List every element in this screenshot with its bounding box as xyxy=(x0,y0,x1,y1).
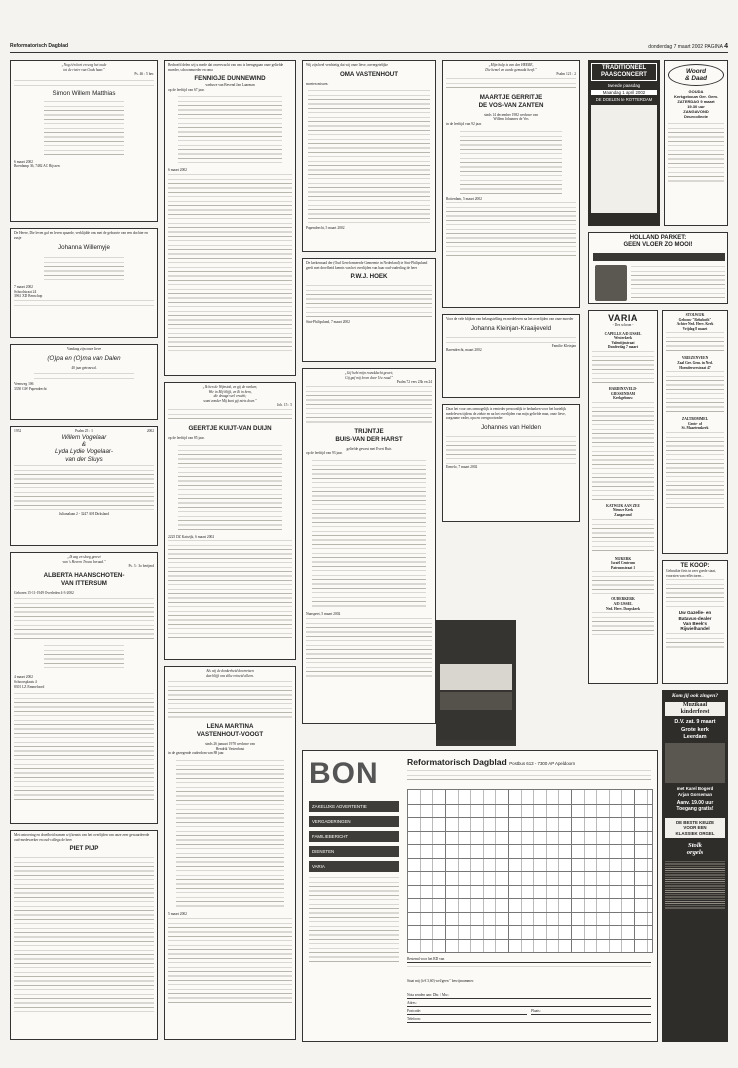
verse: Als wij de donkerheid doorreizen dan blijft ons slike reineid alleen. xyxy=(206,669,254,678)
tekoop-title: TE KOOP: xyxy=(680,563,710,569)
kinderfeest-title: Kom jij ook zingen? xyxy=(671,693,719,699)
varia-title: VARIA xyxy=(608,313,638,323)
body-text xyxy=(14,464,154,512)
gazelle-address xyxy=(666,632,724,650)
varia-section xyxy=(588,310,658,684)
notice-thanks-vanhelden xyxy=(442,404,580,522)
subtitle: sinds 26 januari 1978 weduwe van Hendrik Vastenhout xyxy=(205,742,255,751)
verse: „Gij hebt mijn rouwklacht gewet; Gij gaf mij leven door Uw raad." xyxy=(344,371,394,380)
page-date: donderdag 7 maart 2002 xyxy=(648,44,704,50)
kinderfeest-photo xyxy=(665,743,725,783)
varia-item-body xyxy=(666,331,724,353)
concert-title: TRADITIONEEL PAASCONCERT xyxy=(591,63,657,81)
verse: „Ik ben de Wijnstok, en gij de ranken; Wie in Mij blijft, en Ik in hem, die draagt veel vrucht; want zonder Mij kunt gij niets doen." xyxy=(202,385,258,403)
body-text xyxy=(168,917,292,1005)
body-text xyxy=(14,79,154,88)
verse-ref: Joh. 15 : 5 xyxy=(277,403,292,408)
bon-field-proof[interactable]: Staat mij (à € 3,60) wel/geen " bewijsnummer. xyxy=(407,979,474,983)
intro-text: Vandaag zijn onze lieve xyxy=(66,347,102,351)
notice-address: Boerdamp 36, 7482 AC Rijssen xyxy=(14,164,60,169)
bon-category-varia[interactable]: VARIA xyxy=(309,861,399,872)
body-text xyxy=(446,336,576,344)
gazelle-dealer: Uw Gazelle- en Batavus-dealer Van Beek's Rijwielhandel xyxy=(678,610,712,632)
age-line: in de leeftijd van 92 jaar. xyxy=(446,121,482,126)
ampersand: & xyxy=(81,440,87,448)
orgel-slogan: DE BESTE KEUZE VOOR EEN KLASSIEK ORGEL xyxy=(665,818,725,838)
notice-death-hoek xyxy=(302,258,436,362)
varia-item-body xyxy=(592,570,654,594)
family-names xyxy=(178,444,282,532)
paper-name: Reformatorisch Dagblad xyxy=(10,43,69,49)
bon-category-vergaderingen[interactable]: VERGADERINGEN xyxy=(309,816,399,827)
family-names xyxy=(44,256,124,282)
notice-death-kuijt xyxy=(164,382,296,660)
bon-field-postcode[interactable]: Postcode: xyxy=(407,1009,527,1015)
subtitle: moeten missen. xyxy=(306,81,329,86)
concert-program xyxy=(591,105,657,213)
notice-date: 6 maart 2002 xyxy=(14,159,33,164)
notice-date: Rotterdam, 5 maart 2002 xyxy=(446,196,482,201)
notice-address: Julianalaan 2 - 3247 AH Dirksland xyxy=(58,511,109,516)
bon-address: Postbus 613 - 7300 AP Apeldoorn xyxy=(509,761,576,766)
bon-field-city[interactable]: Plaats: xyxy=(531,1009,651,1015)
notice-date: 6 maart 2002 xyxy=(168,168,187,173)
verse: „Mijn hulp is van den HEERE, Die hemel en aarde gemaakt heeft." xyxy=(485,63,537,72)
body-text xyxy=(14,299,154,309)
varia-item-capelle: CAPELLE A/D IJSSEL Westerkerk Valentijnstraat Donderdag 7 maart xyxy=(604,331,642,350)
page-label: PAGINA xyxy=(704,44,723,50)
notice-birth-johanna xyxy=(10,228,158,338)
family-names xyxy=(44,644,124,672)
verse: „Ik zag en sloeg gereet van 's Heeren Trouw beraad." xyxy=(62,555,106,564)
body-text xyxy=(306,284,432,320)
ad-holland-parket xyxy=(588,232,728,304)
notice-death-devos xyxy=(442,60,580,308)
varia-item-katwijk: KATWIJK AAN ZEE Nieuwe Kerk Zangavond xyxy=(606,503,640,517)
bon-category-familiebericht[interactable]: FAMILIEBERICHT xyxy=(309,831,399,842)
deceased-name: ALBERTA HAANSCHOTEN- VAN ITTERSUM xyxy=(43,571,125,587)
deceased-name: Johanna Kleinjan-Kraaijeveld xyxy=(470,324,552,332)
notice-date: Nunspeet, 5 maart 2002 xyxy=(306,611,341,616)
body-text xyxy=(14,692,154,800)
body-text xyxy=(306,385,432,425)
woord-daad-logo: Woord & Daad xyxy=(668,64,724,86)
year-end: 2002 xyxy=(146,429,154,433)
notice-address: Schoolstraat 24 3961 XD Benschop xyxy=(14,289,43,299)
kinderfeest-performers: met Karel Bogerd Arjan Gorseman xyxy=(676,786,714,797)
varia-item-body xyxy=(592,350,654,384)
body-text xyxy=(14,856,154,1016)
orgel-address xyxy=(665,860,725,910)
verse-ref: Ps. 46 : 5 ber. xyxy=(134,72,154,77)
deceased-name: MAARTJE GERRITJE DE VOS-VAN ZANTEN xyxy=(478,93,544,109)
bon-category-diensten[interactable]: DIENSTEN xyxy=(309,846,399,857)
bon-field-phone[interactable]: Telefoon: xyxy=(407,1017,651,1023)
ad-kinderfeest xyxy=(662,690,728,1042)
age-line: op de leeftijd van 93 jaar. xyxy=(306,451,343,456)
concert-subtitle: tweede paasdag xyxy=(607,83,641,88)
subtitle: 40 jaar getrouwd. xyxy=(71,365,97,370)
grandchildren-list xyxy=(308,89,430,223)
deceased-name: OMA VASTENHOUT xyxy=(339,70,399,78)
varia-item-vriezenveen: VRIEZENVEEN Zaal Ger. Gem. in Ned. Hoenderserstraat 47 xyxy=(677,356,713,370)
ad-te-koop xyxy=(662,560,728,684)
psalm-ref: Psalm 25 : 1 xyxy=(75,429,93,433)
subtitle: sinds 14 december 1982 weduwe van Willem Johannes de Vos xyxy=(484,112,538,122)
wife-name: Lyda Lydie Vogelaar- van der Sluys xyxy=(55,447,113,463)
body-text xyxy=(168,173,292,355)
notice-date: Papendrecht, 5 maart 2002 xyxy=(306,226,345,231)
body-text xyxy=(446,77,576,91)
verse-ref: Psalm 121 : 2 xyxy=(556,72,576,77)
bon-coupon xyxy=(302,750,658,1042)
notice-death-haanschoten xyxy=(10,552,158,824)
ad-woord-daad xyxy=(664,60,728,226)
body-text xyxy=(168,539,292,639)
woord-daad-info: GOUDA Kerkgebouw Ger. Gem. ZATERDAG 9 maart 19.30 uur ZANGAVOND Deurcollecte xyxy=(673,89,718,119)
notice-address: Schoorsplaats 4 8301 LZ Emmeloord xyxy=(14,679,45,689)
bon-conditions xyxy=(309,876,399,962)
orgel-brand: Stolk orgels xyxy=(686,842,704,857)
signature: Familie Kleinjan xyxy=(551,343,576,348)
kinderfeest-date: D.V. zat. 9 maart xyxy=(674,719,716,725)
bon-instructions xyxy=(407,769,651,783)
deceased-name: GEERTJE KUIJT-VAN DUIJN xyxy=(188,424,272,432)
body-text xyxy=(306,617,432,679)
notice-date: 4 maart 2002 xyxy=(14,675,33,680)
deceased-name: P.W.J. HOEK xyxy=(350,273,388,281)
deceased-name: PIET PIJP xyxy=(69,845,99,853)
varia-section-right xyxy=(662,310,728,554)
kinderfeest-subtitle: Muzikaal kinderfeest xyxy=(665,702,725,716)
life-dates: Geboren 15-11-1949 Overleden 4-3-2002 xyxy=(14,590,74,595)
notice-date: 2225 DZ Katwijk, 6 maart 2002 xyxy=(168,534,215,539)
intro-text: Daar het voor ons onmogelijk is eenieder persoonlijk te bedanken voor het hartelijk medeleven tijdens de ziekte en na het overlijden van mijn geliefde man, onze lieve, zorgzame vader, opa en overgrootvader xyxy=(446,407,567,421)
varia-item-body xyxy=(666,431,724,511)
child-name: Johanna Willemyje xyxy=(58,244,110,252)
notice-death-pijp xyxy=(10,830,158,1040)
page-header xyxy=(10,43,728,53)
family-names xyxy=(312,459,426,609)
body-text xyxy=(168,680,292,720)
bon-header xyxy=(407,757,575,767)
notice-anniversary-vogelaar xyxy=(10,426,158,546)
family-names xyxy=(178,95,282,165)
subtitle: weduwe van Bevend Jan Laarman xyxy=(205,83,255,88)
subtitle: geliefde gewest met Evert Buis xyxy=(346,446,392,451)
intro-text: Voor de vele blijken van belangstelling en medeleven na het overlijden van onze moeder xyxy=(446,317,574,321)
page-info xyxy=(648,43,728,50)
deceased-name: Johannes van Helden xyxy=(481,423,541,431)
intro-text: De kerkenraad der (Oud Gereformeerde Gemeente in Nederland) te Sint-Philipsland geeft met droefheid kennis van het overlijden van haar oud-ouderling de heer xyxy=(306,261,428,270)
age-line: in de gezegende ouderdom van 88 jaar. xyxy=(168,751,225,756)
bon-field-name[interactable]: Nota zenden aan: Dhr. / Mw.: xyxy=(407,993,651,999)
bon-paper: Reformatorisch Dagblad xyxy=(407,757,507,767)
body-text xyxy=(14,597,154,641)
bon-category-zakelijk[interactable]: ZAKELIJKE ADVERTENTIE xyxy=(309,801,399,812)
notice-date: Ermelo, 7 maart 2002 xyxy=(446,464,478,469)
varia-item-zaltbommel: ZALTBOMMEL Grote- of St. Maartenskerk xyxy=(681,417,709,431)
family-names xyxy=(460,130,562,194)
husband-name: Willem Vogelaar xyxy=(61,433,107,441)
intro-text: Met ontroering en droefheid namen wij kennis van het overlijden van onze zeer gewaardeerde oud-medewerker en oud-collega de heer xyxy=(14,833,150,842)
deceased-name: FENNIGJE DUNNEWIND xyxy=(194,75,266,83)
age-line: op de leeftijd van 67 jaar. xyxy=(168,87,205,92)
intro-text: Wij zijn heel verdrietig dat wij onze lieve, onvergetelijke xyxy=(306,63,388,67)
concert-venue: DE DOELEN te ROTTERDAM xyxy=(595,97,653,102)
bon-logo: BON xyxy=(309,757,379,790)
notice-thanks-kleinjan xyxy=(442,314,580,398)
varia-item-stolwijk: STOLWIJK Gebouw "Rehoboth" Achter Ned. Herv. Kerk Vrijdag 8 maart xyxy=(676,313,714,331)
verse: „Nog één kort en weg het oude tot de rivier van Gods haar." xyxy=(61,63,107,72)
body-text xyxy=(446,201,576,257)
couple-name: (O)pa en (O)ma van Dalen xyxy=(47,354,121,362)
ad-paasconcert xyxy=(588,60,660,226)
verse-ref: Psalm 72 vers 23b en 24 xyxy=(396,380,432,385)
bon-field-date[interactable]: Bestemd voor het RD van xyxy=(407,957,651,963)
deceased-name: TRIJNTJE BUIS-VAN DER HARST xyxy=(335,427,403,443)
bon-field-rubric[interactable] xyxy=(407,965,651,971)
ad-morgenlicht xyxy=(436,620,516,746)
bon-field-address[interactable]: Adres: xyxy=(407,1001,651,1007)
family-names xyxy=(176,759,284,909)
body-text xyxy=(168,408,292,422)
family-names xyxy=(44,100,124,158)
kinderfeest-place: Grote kerk Leerdam xyxy=(681,727,709,740)
parket-title: HOLLAND PARKET: GEEN VLOER ZO MOOI! xyxy=(623,235,693,248)
varia-item-body xyxy=(592,518,654,554)
body-text xyxy=(34,372,134,380)
varia-item-body xyxy=(592,401,654,501)
deceased-name: LENA MARTINA VASTENHOUT-VOOGT xyxy=(196,723,264,739)
woord-daad-details xyxy=(668,122,724,182)
notice-date: Barendrecht, maart 2002 xyxy=(446,348,482,353)
varia-item-nijkerk: NIJKERK Israël Centrum Patroonstraat 1 xyxy=(611,556,635,570)
notice-date: Sint-Philipsland, 7 maart 2002 xyxy=(306,320,350,325)
bon-letter-grid[interactable] xyxy=(407,789,653,953)
concert-date: Maandag 1 april 2002 xyxy=(591,90,657,95)
varia-item-body xyxy=(592,611,654,635)
notice-birth-simon xyxy=(10,60,158,222)
varia-item-ouderkerk: OUDERKERK A/D IJSSEL Ned. Herv. Dorpskerk xyxy=(606,597,640,611)
tekoop-body: Gebruikte fiets in zeer goede staat, voorzien van reflectoren... xyxy=(666,569,716,578)
intro-text: De Heere, Die leven gaf en leven spaarde, verblijdde ons met de geboorte van een dochter en zusje xyxy=(14,231,148,240)
notice-oma-vastenhout xyxy=(302,60,436,252)
notice-death-buis xyxy=(302,368,436,724)
intro-text: Bedroefd delen wij u mede dat onverwacht van ons is heengegaan onze geliefde moeder, schoonmoeder en oma xyxy=(168,63,284,72)
varia-subtitle: - Des schoon - xyxy=(612,323,634,327)
page-number: 4 xyxy=(724,43,728,50)
notice-anniversary-vandalen xyxy=(10,344,158,420)
varia-item-hardinxveld: HARDINXVELD- GIESSENDAM Kerkgebouw xyxy=(608,386,638,401)
tekoop-body-more xyxy=(666,578,724,608)
age-line: op de leeftijd van 85 jaar. xyxy=(168,435,205,440)
varia-item-body xyxy=(666,370,724,414)
notice-address: Veenweg 106 3350 GW Papendrecht xyxy=(14,382,47,391)
body-text xyxy=(446,435,576,465)
kinderfeest-time: Aanv. 19.00 uur Toegang gratis! xyxy=(676,800,714,812)
notice-death-dunnewind xyxy=(164,60,296,376)
verse-ref: Ps. 3 : 3o berijmd xyxy=(128,564,154,569)
year-start: 1952 xyxy=(14,429,22,433)
notice-death-vastenhout xyxy=(164,666,296,1040)
notice-date: 5 maart 2002 xyxy=(168,911,187,916)
child-name: Simon Willem Matthias xyxy=(52,89,116,97)
notice-date: 7 maart 2002 xyxy=(14,285,33,290)
